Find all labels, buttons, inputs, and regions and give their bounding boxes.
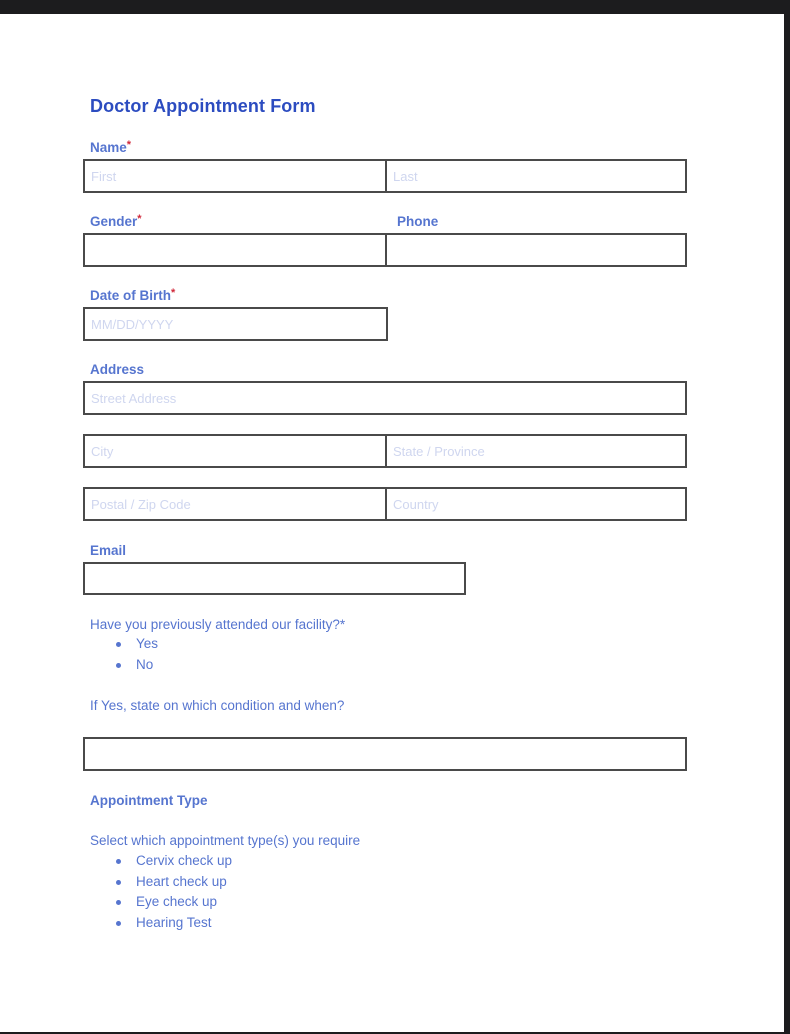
required-marker: *	[126, 139, 132, 151]
appointment-type-options	[90, 851, 232, 933]
option-label: No	[136, 656, 154, 672]
option-label: Hearing Test	[136, 914, 212, 930]
last-name-input[interactable]	[393, 161, 685, 191]
state-province-input[interactable]	[393, 436, 685, 466]
city-state-group	[83, 434, 687, 468]
dob-label	[90, 288, 175, 303]
email-field	[83, 562, 466, 595]
phone-cell	[385, 235, 685, 265]
gender-label-text: Gender	[90, 214, 138, 229]
appointment-type-heading: Appointment Type	[90, 793, 208, 808]
bullet-icon	[116, 880, 121, 885]
condition-cell	[85, 739, 685, 769]
dob-cell	[85, 309, 386, 339]
street-field	[83, 381, 687, 415]
postal-code-input[interactable]	[91, 489, 385, 519]
dob-input[interactable]	[91, 309, 386, 339]
phone-input[interactable]	[393, 235, 685, 265]
condition-field	[83, 737, 687, 771]
dob-field	[83, 307, 388, 341]
bullet-icon	[116, 921, 121, 926]
option-label: Heart check up	[136, 873, 227, 889]
option-label: Yes	[136, 636, 159, 651]
bullet-icon	[116, 663, 121, 668]
option-cervix-check-up[interactable]	[90, 851, 232, 872]
gender-label	[90, 214, 142, 229]
required-marker: *	[137, 213, 142, 225]
first-name-input[interactable]	[91, 161, 385, 191]
postal-cell	[85, 489, 385, 519]
bullet-icon	[116, 900, 121, 905]
name-field-group	[83, 159, 687, 193]
option-no[interactable]	[90, 655, 158, 676]
appointment-type-prompt: Select which appointment type(s) you require	[90, 833, 361, 848]
state-cell	[385, 436, 685, 466]
street-cell	[85, 383, 685, 413]
condition-question: If Yes, state on which condition and when?	[90, 698, 345, 713]
street-address-input[interactable]	[91, 383, 685, 413]
previous-visit-question: Have you previously attended our facility?*	[90, 617, 346, 632]
form-title: Doctor Appointment Form	[90, 96, 316, 116]
option-label: Cervix check up	[136, 853, 233, 868]
country-cell	[385, 489, 685, 519]
required-marker: *	[171, 287, 176, 299]
previous-visit-options	[90, 634, 158, 675]
gender-phone-group	[83, 233, 687, 267]
phone-label: Phone	[397, 214, 439, 229]
email-input[interactable]	[91, 564, 464, 593]
country-input[interactable]	[393, 489, 685, 519]
condition-input[interactable]	[91, 739, 685, 769]
option-hearing-test[interactable]	[90, 913, 232, 934]
last-name-cell	[385, 161, 685, 191]
gender-cell	[85, 235, 385, 265]
gender-input[interactable]	[91, 235, 385, 265]
form-page	[0, 14, 784, 1032]
option-label: Eye check up	[136, 894, 218, 909]
first-name-cell	[85, 161, 385, 191]
name-label-text: Name	[90, 140, 127, 155]
email-label: Email	[90, 543, 127, 558]
bullet-icon	[116, 642, 121, 647]
postal-country-group	[83, 487, 687, 521]
option-eye-check-up[interactable]	[90, 892, 232, 913]
option-yes[interactable]	[90, 634, 158, 655]
dob-label-text: Date of Birth	[90, 288, 171, 303]
option-heart-check-up[interactable]	[90, 872, 232, 893]
bullet-icon	[116, 859, 121, 864]
city-input[interactable]	[91, 436, 385, 466]
name-label	[90, 140, 131, 155]
email-cell	[85, 564, 464, 593]
address-label: Address	[90, 362, 145, 377]
city-cell	[85, 436, 385, 466]
